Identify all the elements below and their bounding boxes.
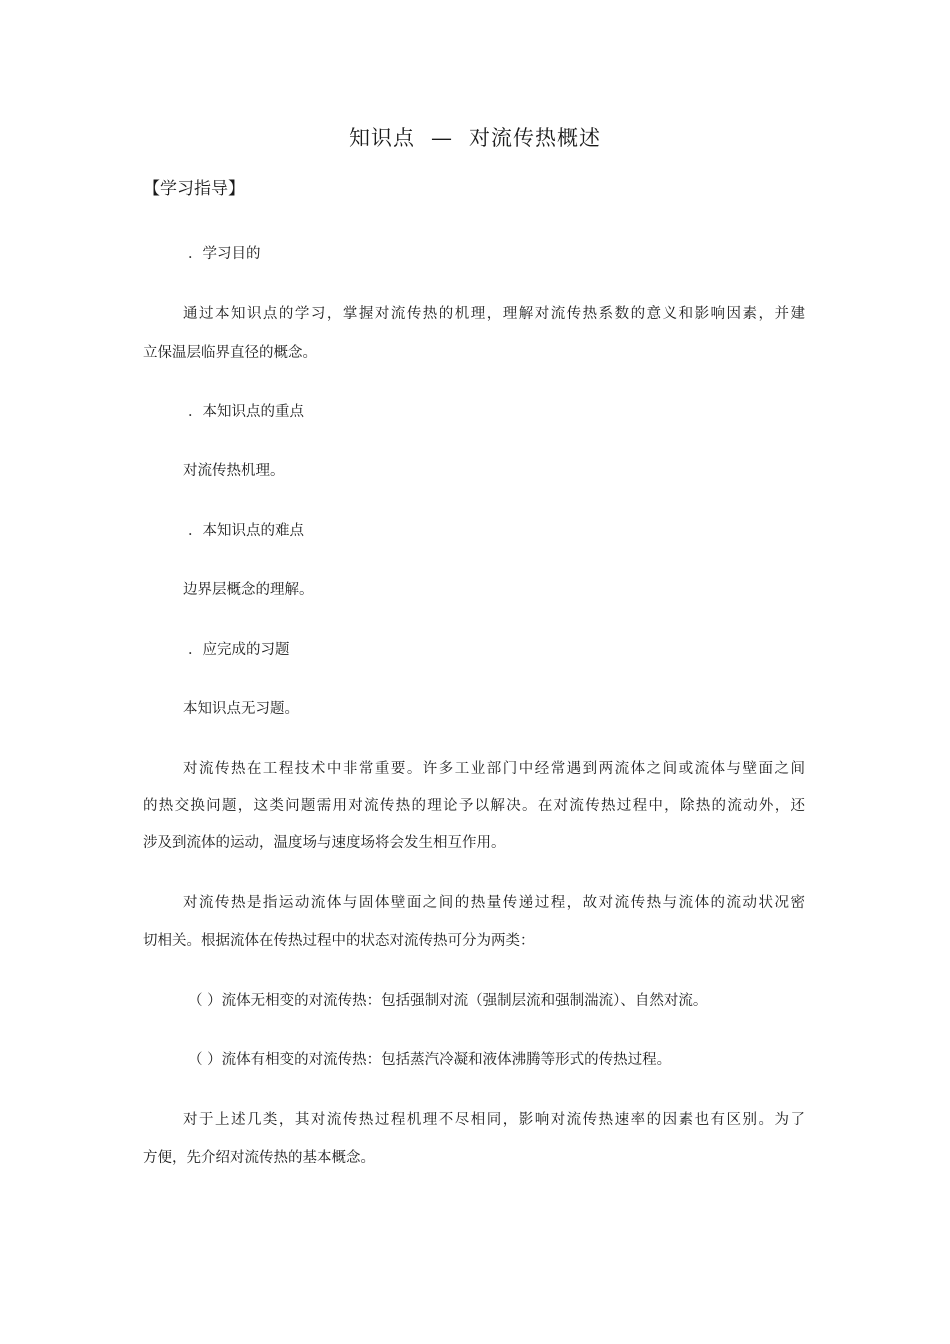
list-item-1: （ ）流体无相变的对流传热：包括强制对流（强制层流和强制湍流）、自然对流。	[188, 993, 708, 1009]
item-1-text-line-1: 通过本知识点的学习，掌握对流传热的机理，理解对流传热系数的意义和影响因素，并建	[183, 306, 805, 322]
title-part-b: 对流传热概述	[469, 126, 601, 150]
paragraph-1-line-2: 的热交换问题，这类问题需用对流传热的理论予以解决。在对流传热过程中，除热的流动外，还	[143, 798, 805, 814]
item-1-label: ．学习目的	[188, 246, 261, 262]
item-3-label: ．本知识点的难点	[188, 523, 304, 539]
paragraph-3-line-2: 方便，先介绍对流传热的基本概念。	[143, 1150, 375, 1166]
title-part-a: 知识点	[349, 126, 415, 150]
page-title	[0, 122, 950, 152]
title-separator: —	[431, 126, 453, 150]
item-4-text: 本知识点无习题。	[183, 701, 299, 717]
paragraph-1-line-1: 对流传热在工程技术中非常重要。许多工业部门中经常遇到两流体之间或流体与壁面之间	[183, 761, 805, 777]
item-3-text: 边界层概念的理解。	[183, 582, 314, 598]
item-1-text-line-2: 立保温层临界直径的概念。	[143, 345, 317, 361]
item-2-text: 对流传热机理。	[183, 463, 285, 479]
item-2-label: ．本知识点的重点	[188, 404, 304, 420]
item-4-label: ．应完成的习题	[188, 642, 290, 658]
paragraph-2-line-2: 切相关。根据流体在传热过程中的状态对流传热可分为两类：	[143, 933, 535, 949]
paragraph-1-line-3: 涉及到流体的运动，温度场与速度场将会发生相互作用。	[143, 835, 506, 851]
paragraph-3-line-1: 对于上述几类，其对流传热过程机理不尽相同，影响对流传热速率的因素也有区别。为了	[183, 1112, 805, 1128]
section-heading: 【学习指导】	[143, 179, 245, 199]
list-item-2: （ ）流体有相变的对流传热：包括蒸汽冷凝和液体沸腾等形式的传热过程。	[188, 1052, 672, 1068]
paragraph-2-line-1: 对流传热是指运动流体与固体壁面之间的热量传递过程，故对流传热与流体的流动状况密	[183, 895, 805, 911]
